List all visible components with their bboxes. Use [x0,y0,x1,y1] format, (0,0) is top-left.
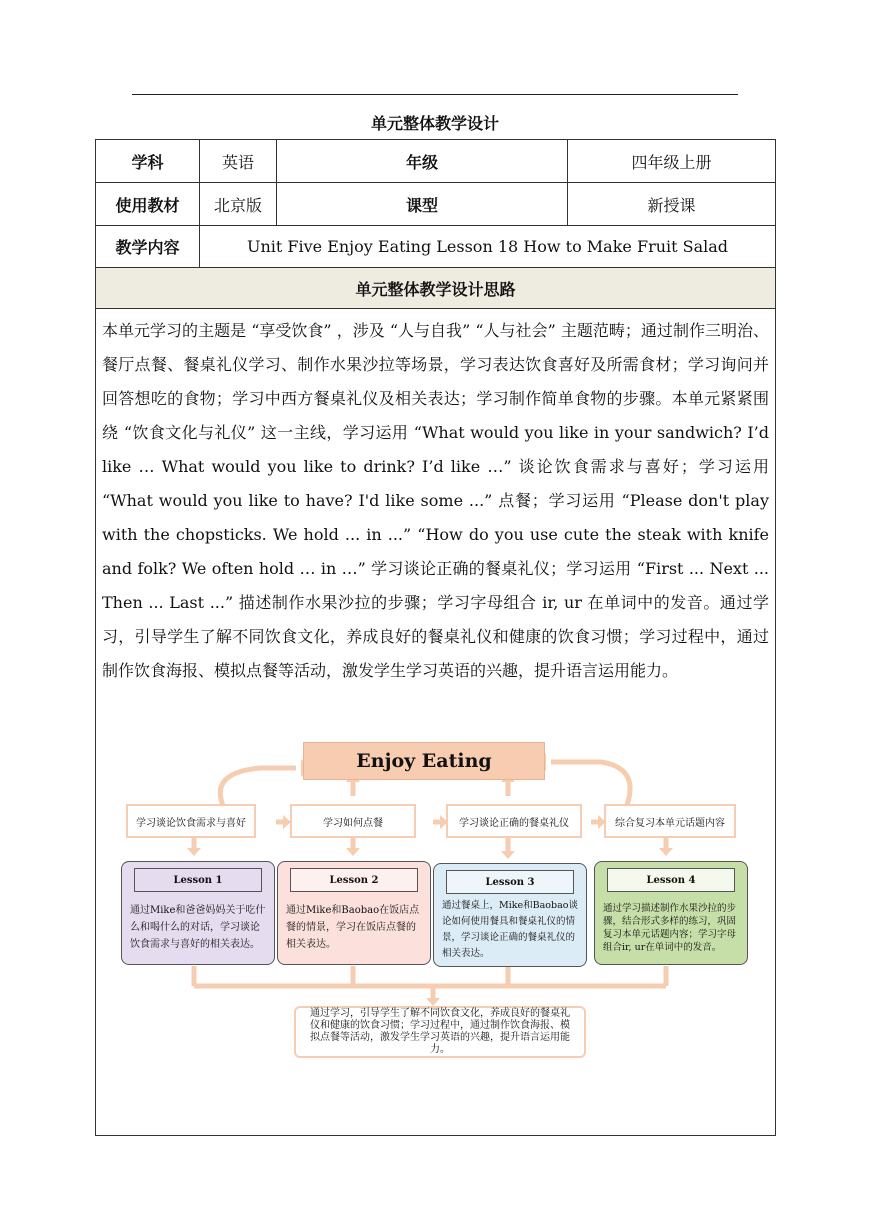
design-content-cell [96,309,776,1136]
content-row [96,309,776,1136]
lesson-card-title: Lesson 1 [134,868,262,892]
lesson-card-body: 通过学习描述制作水果沙拉的步骤，结合形式多样的练习，巩固复习本单元话题内容；学习字母组合ir, ur在单词中的发音。 [603,903,737,953]
lesson-card-title: Lesson 4 [607,868,735,892]
arrowhead-s1-l1 [187,848,201,856]
lesson-type-value: 新授课 [568,183,776,226]
connector-stage4-to-center [551,762,630,808]
lesson-card-body: 通过餐桌上，Mike和Baobao谈论如何使用餐具和餐桌礼仪的情景，学习谈论正确的餐桌礼仪的相关表达。 [442,900,578,959]
header-rule [132,94,738,95]
lesson-card-2 [277,861,431,965]
lesson-card-4 [594,861,748,965]
section-title: 单元整体教学设计思路 [96,268,776,309]
design-paragraph: 本单元学习的主题是 “享受饮食” ，涉及 “人与自我” “人与社会” 主题范畴；通过制作三明治、餐厅点餐、餐桌礼仪学习、制作水果沙拉等场景，学习表达饮食喜好及所需食材；学习询问并回答想吃的食物；学习中西方餐桌礼仪及相关表达；学习制作简单食物的步骤。本单元紧紧围绕 “饮食文化与礼仪” 这一主线，学习运用 “What would you like in your sandwich? I’d like … What would you like to drink? I’d like …” 谈论饮食需求与喜好；学习运用 “What would you like to have? I'd like some ...” 点餐；学习运用 “Please don't play with the chopsticks. We hold ... in ...” “How do you use cute the steak with knife and folk? We often hold … in …” 学习谈论正确的餐桌礼仪；学习运用 “First ... Next ... Then ... Last ...” 描述制作水果沙拉的步骤；学习字母组合 ir, ur 在单词中的发音。通过学习，引导学生了解不同饮食文化，养成良好的餐桌礼仪和健康的饮食习惯；学习过程中，通过制作饮食海报、模拟点餐等活动，激发学生学习英语的兴趣，提升语言运用能力。 [102,321,769,680]
document-title: 单元整体教学设计 [370,114,499,133]
lesson-card-3 [433,863,587,967]
arrowhead-s2-l2 [346,848,360,856]
diagram-summary-box: 通过学习，引导学生了解不同饮食文化，养成良好的餐桌礼仪和健康的饮食习惯；学习过程中，通过制作饮食海报、模拟点餐等活动，激发学生学习英语的兴趣，提升语言运用能力。 [294,1006,586,1058]
textbook-label: 使用教材 [96,183,200,226]
content-value: Unit Five Enjoy Eating Lesson 18 How to Make Fruit Salad [200,226,776,268]
diagram-center-box: Enjoy Eating [303,742,545,780]
content-label: 教学内容 [96,226,200,268]
arrowhead-s4-l4 [659,848,673,856]
diagram-stage-4: 综合复习本单元话题内容 [604,804,736,838]
lesson-design-table [95,139,776,1136]
diagram-stage-2: 学习如何点餐 [290,804,416,838]
unit-structure-diagram [96,728,776,1088]
grade-label: 年级 [277,140,568,183]
lesson-card-1 [121,861,275,965]
connector-stage1-to-center [220,768,296,808]
section-header-row [96,268,776,309]
grade-value: 四年级上册 [568,140,776,183]
lesson-card-body: 通过Mike和爸爸妈妈关于吃什么和喝什么的对话，学习谈论饮食需求与喜好的相关表达。 [130,905,266,950]
diagram-stage-3: 学习谈论正确的餐桌礼仪 [446,804,582,838]
table-row [96,140,776,183]
arrowhead-to-summary [426,998,440,1006]
lesson-card-title: Lesson 3 [446,870,574,894]
subject-value: 英语 [200,140,277,183]
lesson-card-title: Lesson 2 [290,868,418,892]
textbook-value: 北京版 [200,183,277,226]
diagram-stage-1: 学习谈论饮食需求与喜好 [126,804,256,838]
table-row [96,183,776,226]
lesson-card-body: 通过Mike和Baobao在饭店点餐的情景，学习在饭店点餐的相关表达。 [286,905,420,950]
lesson-type-label: 课型 [277,183,568,226]
subject-label: 学科 [96,140,200,183]
table-row [96,226,776,268]
arrowhead-s3-l3 [501,851,515,859]
